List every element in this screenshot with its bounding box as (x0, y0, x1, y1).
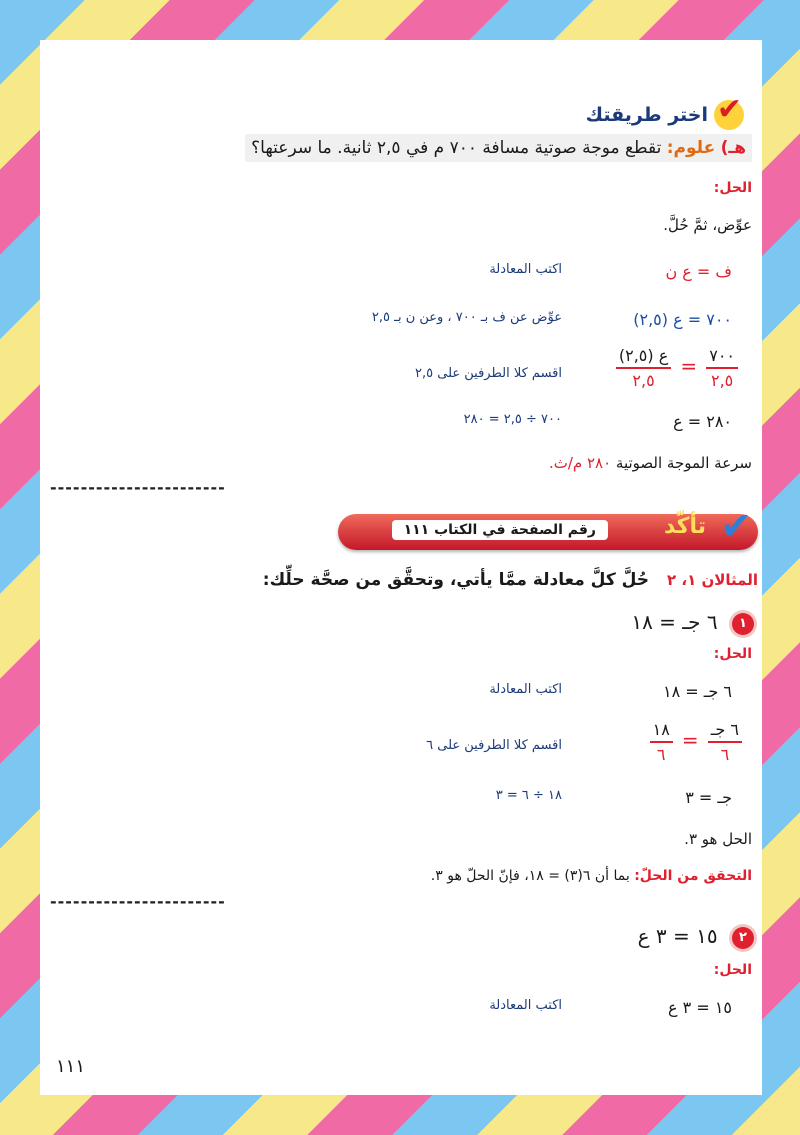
step-4-equation: ٢٨٠ = ع (673, 412, 732, 431)
divider-2: ----------------------- (50, 892, 226, 911)
step-1-note: اكتب المعادلة (489, 262, 562, 277)
step-4-note: ٧٠٠ ÷ ٢,٥ = ٢٨٠ (463, 412, 562, 427)
question-subject: علوم: (666, 138, 716, 158)
intro-text: عوِّض، ثمَّ حُلَّ. (663, 216, 752, 234)
example-number-icon: ٢ (732, 927, 754, 949)
ex1-answer: الحل هو ٣. (684, 830, 752, 848)
fraction-right: $\frac{\text{ع (٢,٥)}}{٢,٥}$ (616, 346, 671, 390)
ex1-check: التحقق من الحلّ: بما أن ٦(٣) = ١٨، فإنّ الحلّ هو ٣. (430, 868, 752, 884)
ex1-solution-label: الحل: (713, 646, 752, 662)
fraction-left: $\frac{٧٠٠}{٢,٥}$ (706, 346, 738, 390)
ex1-step-1-equation: ٦ جـ = ١٨ (662, 682, 732, 701)
choose-your-way-header (586, 95, 744, 135)
question-text: تقطع موجة صوتية مسافة ٧٠٠ م في ٢,٥ ثانية. ما سرعتها؟ (251, 138, 662, 158)
ex1-step-3-note: ١٨ ÷ ٦ = ٣ (495, 788, 562, 803)
step-3-equation: $\frac{٧٠٠}{٢,٥}$ = $\frac{\text{ع (٢,٥)}}{٢,٥}$ (616, 346, 738, 390)
page-reference: رقم الصفحة في الكتاب ١١١ (392, 520, 608, 540)
confirm-tick-icon: ✔ (720, 504, 752, 548)
question-label: هـ) (720, 138, 746, 158)
ex1-step-2-note: اقسم كلا الطرفين على ٦ (426, 738, 562, 753)
example-1-problem: ١ ٦ جـ = ١٨ (631, 610, 754, 635)
page-number: ١١١ (56, 1056, 86, 1077)
ex1-step-1-note: اكتب المعادلة (489, 682, 562, 697)
checkmark-icon (714, 100, 744, 130)
step-3-note: اقسم كلا الطرفين على ٢,٥ (415, 366, 562, 381)
examples-heading: المثالان ١، ٢ حُلَّ كلَّ معادلة ممَّا يأتي، وتحقَّق من صحَّة حلِّك: (262, 570, 758, 590)
solution-label: الحل: (713, 180, 752, 196)
step-1-equation: ف = ع ن (665, 262, 732, 281)
ex2-solution-label: الحل: (713, 962, 752, 978)
step-2-note: عوِّض عن ف بـ ٧٠٠ ، وعن ن بـ ٢,٥ (371, 310, 562, 325)
header-title: اختر طريقتك (585, 104, 708, 126)
conclusion: سرعة الموجة الصوتية ٢٨٠ م/ث. (548, 454, 752, 472)
ex1-step-3-equation: جـ = ٣ (685, 788, 732, 807)
example-2-problem: ٢ ١٥ = ٣ ع (638, 924, 754, 949)
step-2-equation: ٧٠٠ = ع (٢,٥) (633, 310, 732, 329)
confirm-word: تأكّد (663, 514, 706, 539)
ex1-step-2-equation: $\frac{\text{٦ جـ}}{٦}$ = $\frac{١٨}{٦}$ (650, 720, 742, 764)
confirm-banner (338, 504, 758, 554)
page (40, 40, 762, 1095)
divider-1: ----------------------- (50, 478, 226, 497)
example-number-icon: ١ (732, 613, 754, 635)
ex2-step-1-note: اكتب المعادلة (489, 998, 562, 1013)
question-line (52, 138, 752, 158)
ex2-step-1-equation: ١٥ = ٣ ع (668, 998, 732, 1017)
